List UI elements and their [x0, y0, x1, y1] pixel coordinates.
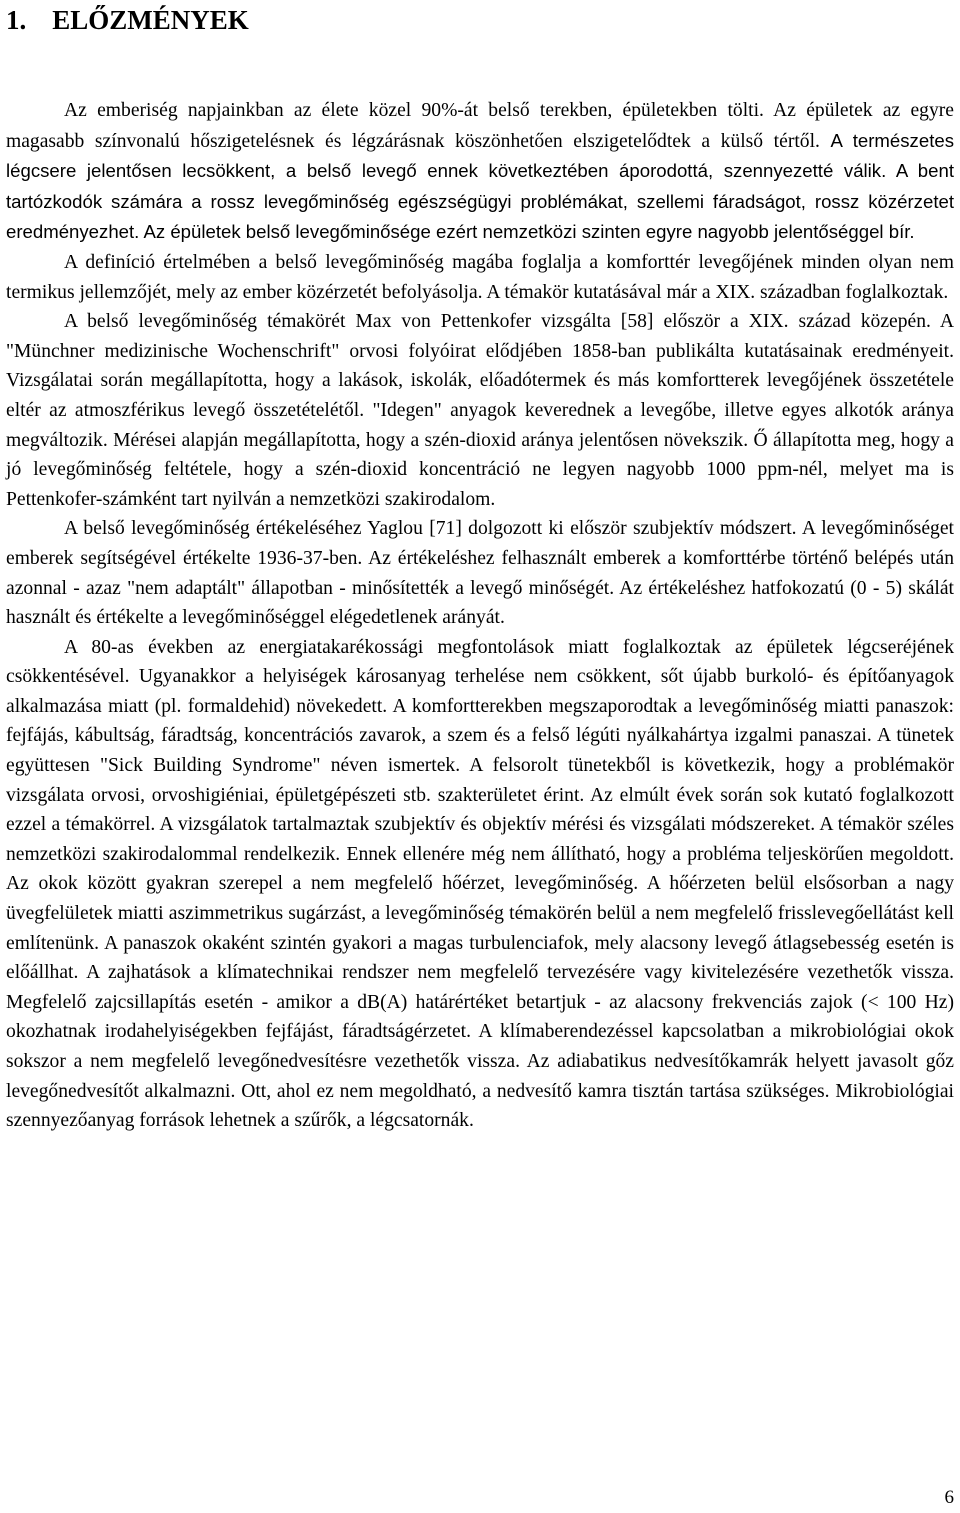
- document-page: [6, 0, 954, 1136]
- section-number: 1.: [6, 5, 27, 35]
- paragraph: [6, 633, 954, 1136]
- paragraph: [6, 514, 954, 632]
- text-run: A 80-as években az energiatakarékossági megfontolások miatt foglalkoztak az épületek légcseréjének csökkentésével. Ugyanakkor a helyiségek károsanyag terhelése nem csökkent, sőt újabb burkoló- és építőanyagok alkalmazása miatt (pl. formaldehid) növekedett. A komfortterekben megszaporodtak a levegőminőség miatti panaszok: fejfájás, kábultság, fáradtság, koncentrációs zavarok, a szem és a felső légúti nyálkahártya izgalmi panaszai. A tünetek együttesen "Sick Building Syndrome" néven ismertek. A felsorolt tünetekből is következik, hogy a problémakör vizsgálata orvosi, orvoshigiéniai, épületgépészeti stb. szakterületet érint. Az elmúlt évek során sok kutató foglalkozott ezzel a témakörrel. A vizsgálatok tartalmaztak szubjektív és objektív mérési és vizsgálati módszereket. A témakör széles nemzetközi szakirodalommal rendelkezik. Ennek ellenére még nem állítható, hogy a probléma teljeskörűen megoldott. Az okok között gyakran szerepel a nem megfelelő hőérzet, levegőminőség. A hőérzeten belül elsősorban a nagy üvegfelületek miatti aszimmetrikus sugárzást, a levegőminőség témakörén belül a nem megfelelő frisslevegőellátást kell említenünk. A panaszok okaként szintén gyakori a magas turbulenciafok, mely alacsony levegő átlagsebesség esetén is előállhat. A zajhatások a klímatechnikai rendszer nem megfelelő tervezésére vagy kivitelezésére vezethetők vissza. Megfelelő zajcsillapítás esetén - amikor a dB(A) határértéket betartjuk - az alacsony frekvenciás zajok (< 100 Hz) okozhatnak irodahelyiségekben fejfájást, fáradtságérzetet. A klímaberendezéssel kapcsolatban a mikrobiológiai okok sokszor a nem megfelelő levegőnedvesítésre vezethetők vissza. Az adiabatikus nedvesítőkamrák helyett javasolt gőz levegőnedvesítőt alkalmazni. Ott, ahol ez nem megoldható, a nedvesítő kamra tisztán tartása szükséges. Mikrobiológiai szennyezőanyag források lehetnek a szűrők, a légcsatornák.: [6, 636, 954, 1132]
- text-run-sans: A természetes légcsere jelentősen lecsökkent, a belső levegő ennek következtében áporodottá, szennyezetté válik. A bent tartózkodók számára a rossz levegőminőség egészségügyi problémákat, szellemi fáradságot, rossz közérzetet eredményezhet. Az épületek belső levegőminősége ezért nemzetközi szinten egyre nagyobb jelentőséggel bír.: [6, 129, 955, 243]
- text-run: A definíció értelmében a belső levegőminőség magába foglalja a komforttér levegőjének minden olyan nem termikus jellemzőjét, mely az ember közérzetét befolyásolja. A témakör kutatásával már a XIX. században foglalkoztak.: [6, 251, 954, 303]
- section-heading: [6, 4, 954, 36]
- paragraph: [6, 96, 954, 248]
- paragraph: [6, 307, 954, 514]
- section-title: ELŐZMÉNYEK: [52, 5, 249, 35]
- paragraph: [6, 248, 954, 307]
- body-text: [6, 96, 954, 1136]
- page-number: 6: [944, 1487, 954, 1508]
- text-run: Az emberiség napjainkban az élete közel 90%-át belső terekben, épületekben tölti. Az épületek az egyre magasabb színvonalú hőszigetelésnek és légzárásnak köszönhetően elszigetelődtek a külső tértől.: [6, 100, 954, 152]
- text-run: A belső levegőminőség témakörét Max von Pettenkofer vizsgálta [58] először a XIX. század közepén. A "Münchner medizinische Wochenschrift" orvosi folyóirat elődjében 1858-ban publikálta kutatásainak eredményeit. Vizsgálatai során megállapította, hogy a lakások, iskolák, előadótermek és más komfortterek levegőjének összetétele eltér az atmoszférikus levegő összetételétől. "Idegen" anyagok keverednek a levegőbe, illetve egyes alkotók aránya megváltozik. Mérései alapján megállapította, hogy a szén-dioxid aránya jelentősen növekszik. Ő állapította meg, hogy a jó levegőminőség feltétele, hogy a szén-dioxid koncentráció ne legyen nagyobb 1000 ppm-nél, melyet ma is Pettenkofer-számként tart nyilván a nemzetközi szakirodalom.: [6, 311, 954, 510]
- text-run: A belső levegőminőség értékeléséhez Yaglou [71] dolgozott ki először szubjektív módszert. A levegőminőséget emberek segítségével értékelte 1936-37-ben. Az értékeléshez felhasznált emberek a komforttérbe történő belépés után azonnal - azaz "nem adaptált" állapotban - minősítették a levegő minőségét. Az értékeléshez hatfokozatú (0 - 5) skálát használt és értékelte a levegőminőséggel elégedetlenek arányát.: [6, 518, 954, 629]
